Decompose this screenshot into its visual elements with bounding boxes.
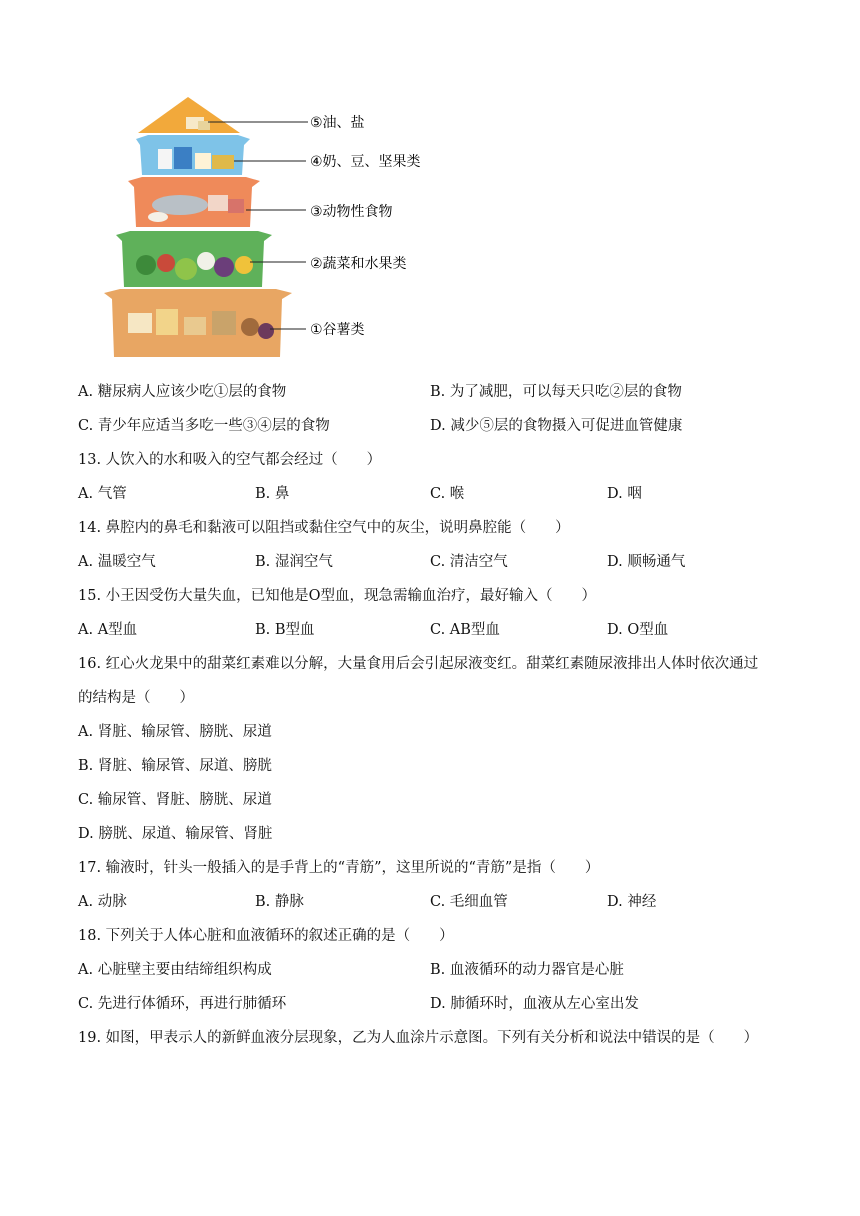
pyramid-label-3: ③动物性食物: [310, 204, 393, 220]
pyramid-level-2: [116, 231, 407, 287]
q14-stem: 14. 鼻腔内的鼻毛和黏液可以阻挡或黏住空气中的灰尘，说明鼻腔能（ ）: [78, 520, 570, 536]
q13-option-d: D. 咽: [607, 486, 642, 502]
q17-option-d: D. 神经: [607, 894, 657, 910]
q15-stem: 15. 小王因受伤大量失血，已知他是O型血，现急需输血治疗，最好输入（ ）: [78, 588, 597, 604]
q13-stem: 13. 人饮入的水和吸入的空气都会经过（ ）: [78, 452, 382, 468]
q16-option-a: A. 肾脏、输尿管、膀胱、尿道: [78, 724, 272, 740]
pyramid-level-4: [136, 135, 421, 175]
q17-option-b: B. 静脉: [255, 894, 304, 910]
q14-option-d: D. 顺畅通气: [607, 554, 686, 570]
q18-option-d: D. 肺循环时，血液从左心室出发: [430, 996, 639, 1012]
q18-option-a: A. 心脏壁主要由结缔组织构成: [78, 962, 272, 978]
q18-option-c: C. 先进行体循环，再进行肺循环: [78, 996, 287, 1012]
q14-option-c: C. 清洁空气: [430, 554, 508, 570]
q15-option-a: A. A型血: [78, 622, 138, 638]
q15-option-b: B. B型血: [255, 622, 315, 638]
pyramid-level-5: [138, 97, 365, 133]
pyramid-level-1: [104, 289, 365, 357]
pyramid-label-5: ⑤油、盐: [310, 115, 365, 131]
food-pyramid-figure: [100, 95, 460, 360]
q16-stem-line2: 的结构是（ ）: [78, 690, 194, 706]
q18-option-b: B. 血液循环的动力器官是心脏: [430, 962, 624, 978]
pyramid-level-3: [128, 177, 393, 227]
q12-option-a: A. 糖尿病人应该少吃①层的食物: [78, 384, 287, 400]
q14-option-a: A. 温暖空气: [78, 554, 156, 570]
q16-option-d: D. 膀胱、尿道、输尿管、肾脏: [78, 826, 273, 842]
q19-stem: 19. 如图，甲表示人的新鲜血液分层现象，乙为人血涂片示意图。下列有关分析和说法中错误的是（ ）: [78, 1030, 759, 1046]
q12-option-b: B. 为了减肥，可以每天只吃②层的食物: [430, 384, 682, 400]
pyramid-label-1: ①谷薯类: [310, 322, 365, 338]
pyramid-label-4: ④奶、豆、坚果类: [310, 154, 421, 170]
q12-option-c: C. 青少年应适当多吃一些③④层的食物: [78, 418, 330, 434]
q13-option-a: A. 气管: [78, 486, 127, 502]
q17-option-c: C. 毛细血管: [430, 894, 508, 910]
q13-option-c: C. 喉: [430, 486, 465, 502]
q12-option-d: D. 减少⑤层的食物摄入可促进血管健康: [430, 418, 683, 434]
q17-stem: 17. 输液时，针头一般插入的是手背上的“青筋”，这里所说的“青筋”是指（ ）: [78, 860, 600, 876]
q17-option-a: A. 动脉: [78, 894, 127, 910]
q15-option-d: D. O型血: [607, 622, 669, 638]
q14-option-b: B. 湿润空气: [255, 554, 333, 570]
q16-stem-line1: 16. 红心火龙果中的甜菜红素难以分解，大量食用后会引起尿液变红。甜菜红素随尿液排出人体时依次通过: [78, 656, 759, 672]
q16-option-c: C. 输尿管、肾脏、膀胱、尿道: [78, 792, 272, 808]
q13-option-b: B. 鼻: [255, 486, 290, 502]
q16-option-b: B. 肾脏、输尿管、尿道、膀胱: [78, 758, 272, 774]
pyramid-label-2: ②蔬菜和水果类: [310, 256, 407, 272]
q18-stem: 18. 下列关于人体心脏和血液循环的叙述正确的是（ ）: [78, 928, 454, 944]
q15-option-c: C. AB型血: [430, 622, 500, 638]
